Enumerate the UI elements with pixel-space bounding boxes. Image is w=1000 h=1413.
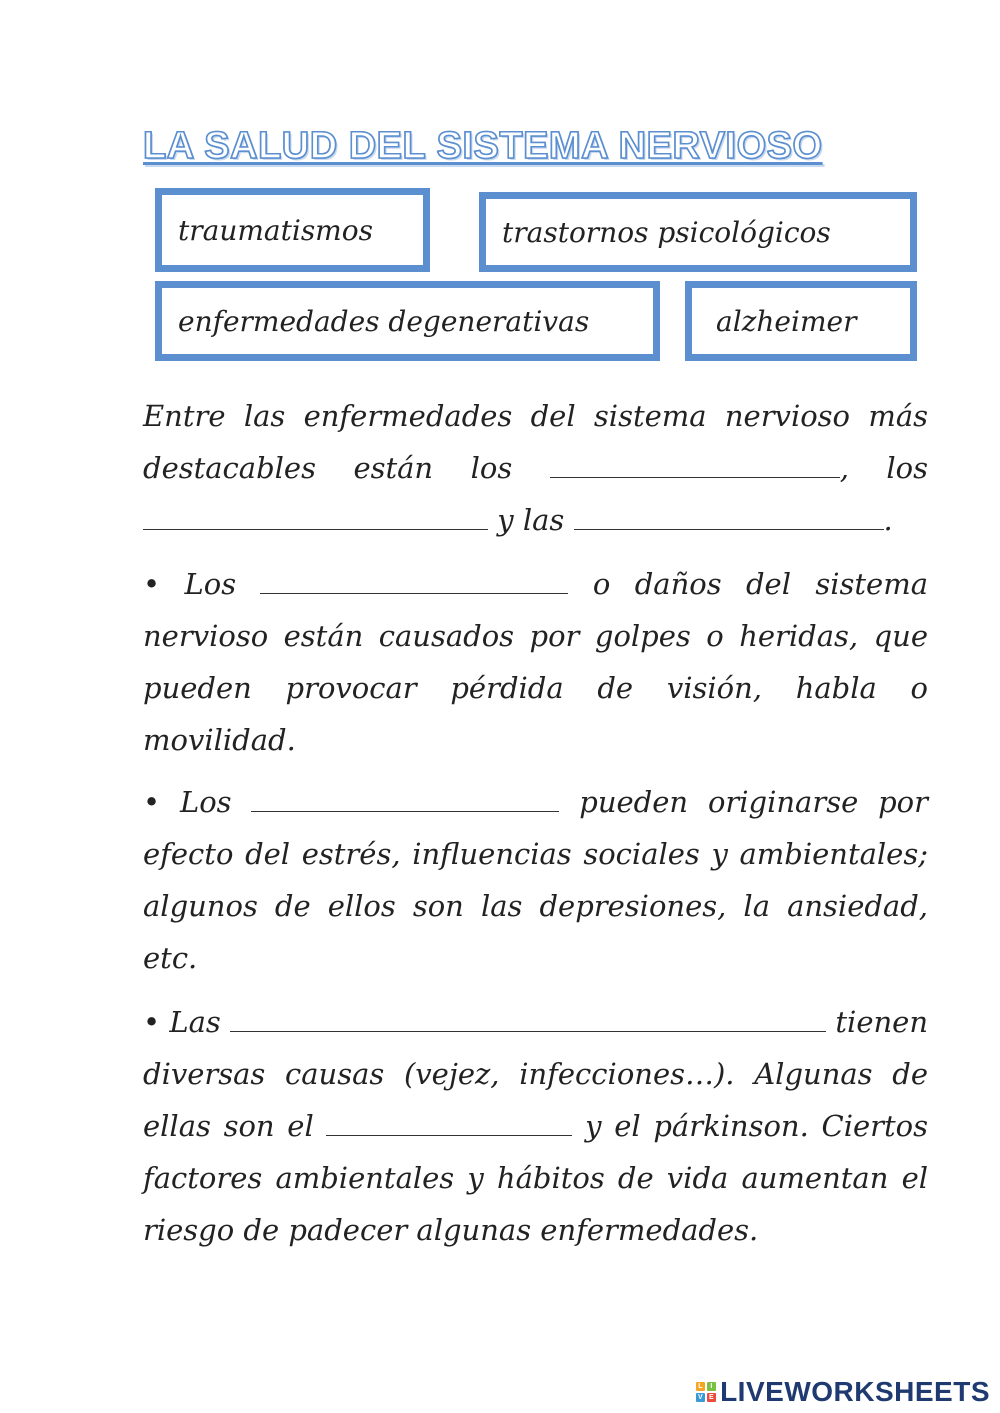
blank-field[interactable] <box>550 447 840 478</box>
brand-logo-icon <box>696 1382 716 1402</box>
blank-field[interactable] <box>260 563 568 594</box>
text-segment: . <box>883 503 893 537</box>
text-segment: , los <box>839 451 928 485</box>
blank-field[interactable] <box>326 1105 572 1136</box>
logo-letter: L <box>696 1382 705 1391</box>
word-label: alzheimer <box>716 304 857 338</box>
blank-field[interactable] <box>251 781 559 812</box>
text-segment: o daños del sistema nervioso están causados por golpes o heridas, que pueden provocar pérdida de visión, habla o movilidad. <box>143 567 928 757</box>
paragraph-trastornos <box>143 776 928 984</box>
word-bank-item-traumatismos[interactable] <box>155 188 430 272</box>
text-segment: tienen diversas causas (vejez, infecciones…). Algunas de ellas son el <box>143 1005 928 1143</box>
logo-letter: V <box>697 1394 704 1401</box>
text-segment: • Las <box>143 1005 221 1039</box>
liveworksheets-brand <box>696 1376 990 1408</box>
word-bank-item-alzheimer[interactable] <box>685 281 917 361</box>
paragraph-intro <box>143 390 928 546</box>
logo-letter: E <box>708 1394 715 1401</box>
paragraph-traumatismos <box>143 558 928 766</box>
text-segment: • Los <box>143 567 237 601</box>
word-bank-item-trastornos[interactable] <box>479 192 917 272</box>
blank-field[interactable] <box>230 1001 826 1032</box>
text-segment: Entre las enfermedades del sistema nervioso más destacables están los <box>143 399 928 485</box>
paragraph-enfermedades <box>143 996 928 1256</box>
text-segment: • Los <box>143 785 232 819</box>
word-bank-item-enfermedades[interactable] <box>155 281 660 361</box>
text-segment: pueden originarse por efecto del estrés, influencias sociales y ambientales; algunos de ellos son las depresiones, la ansiedad, etc. <box>143 785 928 975</box>
word-label: trastornos psicológicos <box>502 215 831 249</box>
brand-text: LIVEWORKSHEETS <box>720 1376 990 1407</box>
text-segment: y el párkinson. Ciertos factores ambientales y hábitos de vida aumentan el riesgo de padecer algunas enfermedades. <box>143 1109 929 1247</box>
blank-field[interactable] <box>143 499 488 530</box>
blank-field[interactable] <box>574 499 884 530</box>
word-label: traumatismos <box>178 213 373 247</box>
text-segment: y las <box>497 503 565 537</box>
logo-letter: I <box>707 1382 716 1391</box>
word-label: enfermedades degenerativas <box>178 304 590 338</box>
page-title: LA SALUD DEL SISTEMA NERVIOSO <box>143 125 823 167</box>
